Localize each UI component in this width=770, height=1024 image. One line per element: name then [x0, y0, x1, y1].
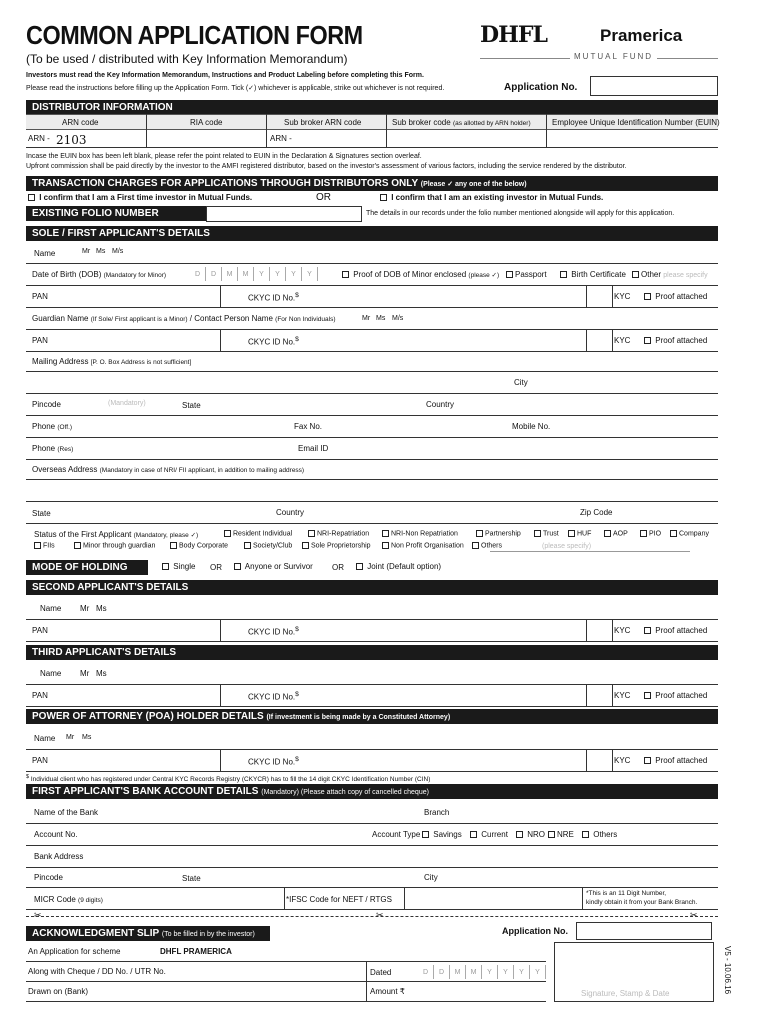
- first-applicant-heading: SOLE / FIRST APPLICANT'S DETAILS: [26, 226, 718, 241]
- acc-savings[interactable]: Savings: [422, 830, 462, 839]
- ckyc-label: CKYC ID No.$: [248, 292, 299, 303]
- bank-pincode-row: [26, 868, 718, 888]
- mailing-label: Mailing Address [P. O. Box Address is not sufficient]: [32, 357, 192, 366]
- distributor-values-row: [26, 130, 718, 148]
- pramerica-logo: Pramerica: [600, 26, 683, 45]
- mailing-row: [26, 352, 718, 372]
- third-mr[interactable]: Mr: [80, 669, 90, 678]
- acc-others[interactable]: Others: [582, 830, 617, 839]
- dhfl-logo: DHFL: [480, 22, 547, 48]
- first-time-checkbox[interactable]: [28, 194, 35, 201]
- transaction-or: OR: [316, 192, 331, 203]
- commission-note: Upfront commission shall be paid directly by the investor to the AMFI registered distributor, based on the investor's assessment of various factors, including the service rendered by the distributor.: [26, 163, 627, 170]
- status-partnership[interactable]: Partnership: [476, 530, 521, 537]
- country-label: Country: [426, 400, 455, 409]
- title-ms[interactable]: Ms: [96, 248, 106, 255]
- title-mis[interactable]: M/s: [112, 248, 124, 255]
- sub-broker-arn-col: Sub broker ARN code: [284, 118, 362, 127]
- poa-heading: POWER OF ATTORNEY (POA) HOLDER DETAILS (If investment is being made by a Constituted Attorney): [26, 709, 718, 724]
- third-pan-label: PAN: [32, 691, 48, 700]
- status-body-corp[interactable]: Body Corporate: [170, 542, 228, 549]
- folio-number-field[interactable]: [206, 206, 362, 222]
- euin-note: Incase the EUIN box has been left blank, please refer the point related to EUIN in the Declaration & Signatures section overleaf.: [26, 153, 422, 160]
- second-name-row: [26, 596, 718, 620]
- phone-off-row: [26, 416, 718, 438]
- ack-drawn-label: Drawn on (Bank): [28, 987, 89, 996]
- third-ms[interactable]: Ms: [96, 669, 107, 678]
- g-title-mr[interactable]: Mr: [362, 315, 371, 322]
- status-npo[interactable]: Non Profit Organisation: [382, 542, 464, 549]
- first-name-row: [26, 242, 718, 264]
- folio-heading: EXISTING FOLIO NUMBER: [26, 206, 206, 221]
- ack-scheme-value: DHFL PRAMERICA: [160, 947, 232, 956]
- ov-country-label: Country: [276, 508, 305, 517]
- state-label: State: [182, 401, 201, 410]
- acc-current[interactable]: Current: [470, 830, 508, 839]
- existing-investor-option[interactable]: I confirm that I am an existing investor in Mutual Funds.: [380, 193, 603, 202]
- second-proof[interactable]: Proof attached: [644, 626, 707, 635]
- bank-address-row: [26, 846, 718, 868]
- passport-option[interactable]: Passport: [506, 270, 547, 279]
- guardian-row: [26, 308, 718, 330]
- poa-kyc-label: KYC: [614, 756, 631, 765]
- g-kyc-label: KYC: [614, 336, 631, 345]
- dob-row: [26, 264, 718, 286]
- bank-pincode-label: Pincode: [34, 873, 63, 882]
- proof-attached[interactable]: Proof attached: [644, 292, 707, 301]
- proof-dob[interactable]: Proof of DOB of Minor enclosed (please ✓): [342, 270, 499, 279]
- dob-label: Date of Birth (DOB) (Mandatory for Minor): [32, 270, 167, 279]
- arn-prefix: ARN -: [28, 134, 50, 143]
- g-pan-label: PAN: [32, 336, 48, 345]
- ack-scheme-label: An Application for scheme: [28, 947, 121, 956]
- first-pan-row: [26, 286, 718, 308]
- mobile-label: Mobile No.: [512, 422, 551, 431]
- pincode-label: Pincode: [32, 400, 61, 409]
- status-pio[interactable]: PIO: [640, 530, 661, 537]
- g-title-ms[interactable]: Ms: [376, 315, 386, 322]
- account-label: Account No.: [34, 830, 78, 839]
- distributor-heading: DISTRIBUTOR INFORMATION: [26, 100, 718, 115]
- status-society[interactable]: Society/Club: [244, 542, 292, 549]
- status-others[interactable]: Others: [472, 542, 502, 549]
- status-sole-prop[interactable]: Sole Proprietorship: [302, 542, 371, 549]
- version-label: V5 - 10.06.16: [723, 946, 732, 995]
- second-ms[interactable]: Ms: [96, 604, 107, 613]
- title-mr[interactable]: Mr: [82, 248, 91, 255]
- second-ckyc-label: CKYC ID No.$: [248, 626, 299, 637]
- other-option[interactable]: Other please specify: [632, 270, 708, 279]
- phone-off-label: Phone (Off.): [32, 422, 73, 431]
- pincode-mandatory: (Mandatory): [108, 400, 146, 407]
- third-ckyc-label: CKYC ID No.$: [248, 691, 299, 702]
- transaction-heading: TRANSACTION CHARGES FOR APPLICATIONS THROUGH DISTRIBUTORS ONLY (Please ✓ any one of the below): [26, 176, 718, 191]
- pan-label: PAN: [32, 292, 48, 301]
- scissors-icon-mid: ✂: [376, 910, 384, 920]
- guardian-label: Guardian Name (If Sole/ First applicant is a Minor) / Contact Person Name (For Non Individuals): [32, 314, 336, 323]
- micr-row: [26, 888, 718, 910]
- bank-state-label: State: [182, 874, 201, 883]
- application-no-label: Application No.: [504, 82, 578, 93]
- kyc-label: KYC: [614, 292, 631, 301]
- overseas-line-row[interactable]: [26, 480, 718, 502]
- ack-scheme-row: [26, 942, 546, 962]
- third-name-label: Name: [40, 669, 62, 678]
- euin-col: Employee Unique Identification Number (EUIN): [552, 118, 720, 127]
- status-minor[interactable]: Minor through guardian: [74, 542, 155, 549]
- second-mr[interactable]: Mr: [80, 604, 90, 613]
- signature-label: Signature, Stamp & Date: [581, 989, 670, 998]
- existing-investor-checkbox[interactable]: [380, 194, 387, 201]
- ack-cheque-row: [26, 962, 546, 982]
- guardian-pan-row: [26, 330, 718, 352]
- status-huf[interactable]: HUF: [568, 530, 591, 537]
- ifsc-note-2: kindly obtain it from your Bank Branch.: [586, 899, 698, 906]
- form-title: COMMON APPLICATION FORM: [26, 20, 363, 50]
- poa-pan-label: PAN: [32, 756, 48, 765]
- bank-address-label: Bank Address: [34, 852, 84, 861]
- poa-name-label: Name: [34, 734, 56, 743]
- ckyc-footnote: $ Individual client who has registered under Central KYC Records Registry (CKYCR) has to fill the 14 digit CKYC Identification Number (CIN): [26, 774, 431, 784]
- status-resident[interactable]: Resident Individual: [224, 530, 292, 537]
- fax-label: Fax No.: [294, 422, 323, 431]
- status-company[interactable]: Company: [670, 530, 709, 537]
- first-time-investor-option[interactable]: I confirm that I am a First time investor in Mutual Funds.: [28, 193, 252, 202]
- ria-code-col: RIA code: [190, 118, 223, 127]
- city-label: City: [514, 378, 528, 387]
- status-nri-nonrep[interactable]: NRI-Non Repatriation: [382, 530, 458, 537]
- status-trust[interactable]: Trust: [534, 530, 559, 537]
- arn-code-col: ARN code: [62, 118, 99, 127]
- status-others-ph: (please specify): [542, 543, 592, 550]
- status-fii[interactable]: FIIs: [34, 542, 55, 549]
- g-title-mis[interactable]: M/s: [392, 315, 404, 322]
- ack-app-no: Application No.: [502, 926, 568, 936]
- scissors-icon-right: ✂: [690, 910, 698, 920]
- status-aop[interactable]: AOP: [604, 530, 628, 537]
- header-note-1: Investors must read the Key Information Memorandum, Instructions and Product Labeling before completing this Form.: [26, 72, 424, 79]
- third-pan-row: [26, 685, 718, 707]
- scissors-icon: ✂: [34, 910, 42, 920]
- overseas-state-row: [26, 502, 718, 524]
- birth-cert-option[interactable]: Birth Certificate: [560, 270, 626, 279]
- bank-name-label: Name of the Bank: [34, 808, 99, 817]
- bank-city-label: City: [424, 873, 438, 882]
- ifsc-note-1: *This is an 11 Digit Number,: [586, 890, 667, 897]
- third-proof[interactable]: Proof attached: [644, 691, 707, 700]
- ack-heading: ACKNOWLEDGMENT SLIP (To be filled in by the investor): [26, 926, 270, 941]
- bank-heading: FIRST APPLICANT'S BANK ACCOUNT DETAILS (Mandatory) (Please attach copy of cancelled cheque): [26, 784, 718, 799]
- first-name-label: Name: [34, 249, 56, 258]
- second-applicant-heading: SECOND APPLICANT'S DETAILS: [26, 580, 718, 595]
- holding-heading: MODE OF HOLDING: [26, 560, 148, 575]
- micr-label: MICR Code (9 digits): [34, 895, 103, 904]
- address-line-row[interactable]: [26, 372, 718, 394]
- signature-box[interactable]: [554, 942, 714, 1002]
- account-type-label: Account Type: [372, 830, 421, 839]
- holding-anyone[interactable]: Anyone or Survivor: [234, 562, 313, 571]
- arn-value[interactable]: 2103: [56, 133, 87, 147]
- sub-broker-code-col: Sub broker code (as allotted by ARN holder): [392, 118, 531, 127]
- poa-ckyc-label: CKYC ID No.$: [248, 756, 299, 767]
- second-pan-row: [26, 620, 718, 642]
- ack-dated-label: Dated: [370, 968, 392, 977]
- phone-res-label: Phone (Res): [32, 444, 74, 453]
- zip-label: Zip Code: [580, 508, 613, 517]
- form-subtitle: (To be used / distributed with Key Information Memorandum): [26, 52, 348, 66]
- overseas-label: Overseas Address (Mandatory in case of NRI/ FII applicant, in addition to mailing address): [32, 465, 305, 474]
- email-label: Email ID: [298, 444, 329, 453]
- cut-line: [26, 916, 718, 917]
- poa-name-row: [26, 726, 718, 750]
- header-note-2: Please read the instructions before filling up the Application Form. Tick (✓) whichever is applicable, strike out whichever is not required.: [26, 85, 445, 92]
- ack-amount-label: Amount ₹: [370, 987, 405, 996]
- second-name-label: Name: [40, 604, 62, 613]
- folio-note: The details in our records under the folio number mentioned alongside will apply for this application.: [366, 210, 675, 217]
- ack-app-no-field[interactable]: [576, 922, 712, 940]
- status-label: Status of the First Applicant (Mandatory, please ✓): [34, 530, 199, 539]
- g-proof-attached[interactable]: Proof attached: [644, 336, 707, 345]
- bank-name-row: [26, 802, 718, 824]
- mutual-fund-label: MUTUAL FUND: [570, 52, 657, 61]
- third-kyc-label: KYC: [614, 691, 631, 700]
- overseas-row: [26, 460, 718, 480]
- ack-date-cells[interactable]: D D M M Y Y Y Y: [418, 965, 546, 979]
- phone-res-row: [26, 438, 718, 460]
- dob-cells[interactable]: D D M M Y Y Y Y: [190, 267, 318, 281]
- poa-ms[interactable]: Ms: [82, 734, 92, 741]
- holding-or-1: OR: [210, 563, 222, 572]
- acc-nre[interactable]: NRE: [548, 830, 574, 839]
- poa-pan-row: [26, 750, 718, 772]
- branch-label: Branch: [424, 808, 450, 817]
- account-row: [26, 824, 718, 846]
- application-no-field[interactable]: [590, 76, 718, 96]
- second-kyc-label: KYC: [614, 626, 631, 635]
- ov-state-label: State: [32, 509, 51, 518]
- poa-proof[interactable]: Proof attached: [644, 756, 707, 765]
- holding-or-2: OR: [332, 563, 344, 572]
- g-ckyc-label: CKYC ID No.$: [248, 336, 299, 347]
- sub-arn-prefix: ARN -: [270, 134, 292, 143]
- pincode-row: [26, 394, 718, 416]
- holding-single[interactable]: Single: [162, 562, 195, 571]
- status-nri-rep[interactable]: NRI-Repatriation: [308, 530, 369, 537]
- poa-mr[interactable]: Mr: [66, 734, 75, 741]
- holding-joint[interactable]: Joint (Default option): [356, 562, 441, 571]
- distributor-columns: [26, 114, 718, 130]
- ack-drawn-row: [26, 982, 546, 1002]
- third-name-row: [26, 661, 718, 685]
- second-pan-label: PAN: [32, 626, 48, 635]
- acc-nro[interactable]: NRO: [516, 830, 545, 839]
- ifsc-label: *IFSC Code for NEFT / RTGS: [286, 895, 392, 904]
- third-applicant-heading: THIRD APPLICANT'S DETAILS: [26, 645, 718, 660]
- ack-cheque-label: Along with Cheque / DD No. / UTR No.: [28, 967, 166, 976]
